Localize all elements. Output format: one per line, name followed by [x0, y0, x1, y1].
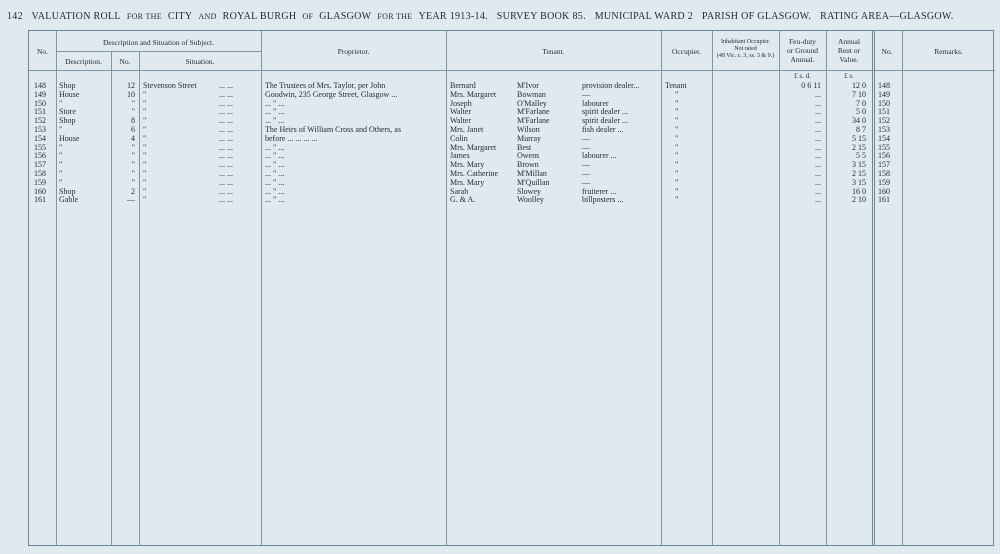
cell-no: 148 — [34, 81, 46, 90]
cell-sd: ... ... — [219, 186, 233, 196]
cell-prop: The Heirs of William Cross and Others, as — [265, 125, 401, 134]
cell-sit: " — [143, 107, 147, 117]
cell-no2: 161 — [878, 195, 890, 205]
cell-feu: ... — [815, 169, 821, 178]
table-row — [29, 187, 995, 196]
header-feu-line: Annual. — [790, 55, 815, 64]
cell-sit: " — [143, 116, 147, 126]
cell-feu: ... — [815, 125, 821, 134]
table-row — [29, 81, 995, 90]
cell-num: 12 — [127, 81, 135, 90]
cell-rent: 2 15 — [852, 169, 866, 178]
cell-tocc: labourer — [582, 98, 609, 108]
header-sub-no: No. — [119, 57, 131, 66]
page-number: 142 — [7, 11, 23, 22]
cell-num: " — [131, 151, 135, 161]
cell-no: 156 — [34, 151, 46, 161]
cell-feu: ... — [815, 116, 821, 126]
cell-sd: ... ... — [219, 177, 233, 187]
title-part: AND — [198, 12, 217, 21]
cell-sd: ... ... — [219, 142, 233, 152]
cell-no2: 155 — [878, 142, 890, 152]
cell-sit: " — [143, 177, 147, 187]
cell-no2: 154 — [878, 133, 890, 143]
table-row — [29, 116, 995, 125]
cell-sd: ... ... — [219, 133, 233, 143]
header-description-group: Description and Situation of Subject. — [102, 38, 215, 47]
cell-sd: ... ... — [219, 195, 233, 205]
cell-num: 6 — [131, 125, 135, 134]
table-row — [29, 195, 995, 204]
cell-tf: Sarah — [450, 186, 469, 196]
cell-rent: 34 0 — [852, 116, 866, 126]
cell-num: " — [131, 142, 135, 152]
cell-sit: " — [143, 98, 147, 108]
cell-num: " — [131, 98, 135, 108]
table-row — [29, 151, 995, 160]
cell-tocc: labourer ... — [582, 151, 617, 161]
cell-prop: ... " ... — [265, 98, 285, 108]
feu-units: £ s. d. — [794, 72, 811, 80]
cell-sit: " — [143, 195, 147, 205]
cell-tf: Bernard — [450, 81, 476, 90]
cell-tocc: — — [582, 177, 590, 187]
cell-desc: House — [59, 133, 80, 143]
rent-units: £ s. — [844, 72, 854, 80]
title-part: VALUATION ROLL — [31, 11, 121, 22]
cell-no2: 148 — [878, 81, 890, 90]
cell-tl: Bowman — [517, 89, 546, 99]
cell-no2: 153 — [878, 125, 890, 134]
header-inhabitant-line: (48 Vic. c. 3, ss. 3 & 9.) — [716, 53, 775, 59]
cell-tocc: spirit dealer ... — [582, 107, 628, 117]
cell-prop: ... " ... — [265, 195, 285, 205]
cell-tf: Walter — [450, 116, 472, 126]
cell-tl: Slowey — [517, 186, 541, 196]
header-rent-line: Rent or — [837, 46, 861, 55]
cell-sd: ... ... — [219, 107, 233, 117]
cell-tl: Wilson — [517, 125, 540, 134]
cell-tocc: — — [582, 133, 590, 143]
cell-desc: Store — [59, 107, 76, 117]
cell-occ: " — [675, 107, 679, 117]
cell-tocc: provision dealer... — [582, 81, 640, 90]
table-row — [29, 169, 995, 178]
table-row — [29, 99, 995, 108]
cell-sit: " — [143, 133, 147, 143]
header-feu-duty — [779, 37, 826, 64]
cell-desc: Shop — [59, 186, 76, 196]
header-tenant: Tenant. — [542, 47, 565, 56]
cell-occ: " — [675, 160, 679, 170]
cell-no2: 159 — [878, 177, 890, 187]
table-row — [29, 178, 995, 187]
cell-num: " — [131, 169, 135, 178]
cell-tocc: — — [582, 169, 590, 178]
header-remarks: Remarks. — [934, 47, 963, 56]
cell-desc: " — [59, 125, 63, 134]
title-part: GLASGOW — [319, 11, 372, 22]
cell-sd: ... ... — [219, 160, 233, 170]
cell-tf: Walter — [450, 107, 472, 117]
table-row — [29, 134, 995, 143]
cell-desc: House — [59, 89, 80, 99]
cell-prop: The Trustees of Mrs. Taylor, per John — [265, 81, 386, 90]
cell-num: 8 — [131, 116, 135, 126]
cell-sit: " — [143, 151, 147, 161]
cell-tl: M'Millan — [517, 169, 547, 178]
cell-desc: " — [59, 160, 63, 170]
cell-sd: ... ... — [219, 169, 233, 178]
cell-sd: ... ... — [219, 116, 233, 126]
cell-no: 159 — [34, 177, 46, 187]
cell-occ: " — [675, 133, 679, 143]
cell-num: — — [127, 195, 135, 205]
cell-no2: 158 — [878, 169, 890, 178]
cell-no: 157 — [34, 160, 46, 170]
cell-tl: M'Ivor — [517, 81, 539, 90]
title-part: CITY — [167, 11, 193, 22]
title-part: ROYAL BURGH — [222, 11, 297, 22]
cell-rent: 7 10 — [852, 89, 866, 99]
survey-book: SURVEY BOOK 85. — [496, 11, 586, 22]
cell-rent: 3 15 — [852, 177, 866, 187]
table-row — [29, 160, 995, 169]
cell-tf: G. & A. — [450, 195, 476, 205]
cell-occ: " — [675, 98, 679, 108]
cell-occ: " — [675, 195, 679, 205]
cell-feu: ... — [815, 195, 821, 205]
cell-no2: 157 — [878, 160, 890, 170]
cell-occ: " — [675, 186, 679, 196]
cell-desc: " — [59, 177, 63, 187]
title-part: YEAR 1913-14. — [418, 11, 488, 22]
cell-no: 154 — [34, 133, 46, 143]
cell-prop: ... " ... — [265, 177, 285, 187]
cell-desc: " — [59, 142, 63, 152]
cell-sit: " — [143, 89, 147, 99]
cell-prop: ... " ... — [265, 116, 285, 126]
cell-tl: M'Farlane — [517, 116, 550, 126]
cell-no2: 149 — [878, 89, 890, 99]
cell-tf: Mrs. Catherine — [450, 169, 498, 178]
cell-feu: ... — [815, 177, 821, 187]
cell-num: 4 — [131, 133, 135, 143]
header-no: No. — [36, 47, 49, 56]
header-situation: Situation. — [185, 57, 215, 66]
cell-occ: Tenant — [665, 81, 687, 90]
cell-tocc: — — [582, 142, 590, 152]
title-part: FOR THE — [126, 12, 162, 21]
cell-tocc: — — [582, 160, 590, 170]
valuation-table — [28, 30, 994, 546]
cell-no: 150 — [34, 98, 46, 108]
cell-tf: James — [450, 151, 470, 161]
cell-sit: " — [143, 125, 147, 134]
cell-feu: ... — [815, 186, 821, 196]
header-feu-line: or Ground — [786, 46, 819, 55]
cell-sd: ... ... — [219, 81, 233, 90]
cell-sit: " — [143, 169, 147, 178]
cell-feu: ... — [815, 160, 821, 170]
header-inhabitant-line: Not rated — [734, 46, 757, 52]
rating-area: RATING AREA—GLASGOW. — [820, 11, 954, 22]
cell-sd: ... ... — [219, 151, 233, 161]
cell-num: 2 — [131, 186, 135, 196]
cell-prop: ... " ... — [265, 151, 285, 161]
cell-feu: ... — [815, 89, 821, 99]
cell-desc: Gable — [59, 195, 79, 205]
cell-rent: 2 15 — [852, 142, 866, 152]
cell-rent: 16 0 — [852, 186, 866, 196]
cell-rent: 7 0 — [856, 98, 866, 108]
cell-tf: Mrs. Margaret — [450, 89, 497, 99]
cell-no2: 152 — [878, 116, 890, 126]
cell-tf: Joseph — [450, 98, 472, 108]
cell-tocc: — — [582, 89, 590, 99]
cell-tl: O'Malley — [517, 98, 547, 108]
cell-rent: 5 15 — [852, 133, 866, 143]
cell-no2: 150 — [878, 98, 890, 108]
parish: PARISH OF GLASGOW. — [701, 11, 812, 22]
cell-tf: Mrs. Margaret — [450, 142, 497, 152]
cell-tf: Mrs. Mary — [450, 160, 485, 170]
cell-prop: Goodwin, 235 George Street, Glasgow ... — [265, 89, 398, 99]
cell-sit: " — [143, 186, 147, 196]
cell-rent: 3 15 — [852, 160, 866, 170]
cell-rent: 5 0 — [856, 107, 866, 117]
cell-num: " — [131, 160, 135, 170]
cell-no2: 151 — [878, 107, 890, 117]
header-rent-line: Value. — [839, 55, 859, 64]
title-part: FOR THE — [377, 12, 413, 21]
cell-feu: 0 6 11 — [801, 81, 821, 90]
cell-prop: ... " ... — [265, 160, 285, 170]
cell-no: 158 — [34, 169, 46, 178]
cell-num: " — [131, 177, 135, 187]
cell-feu: ... — [815, 142, 821, 152]
cell-rent: 5 5 — [856, 151, 866, 161]
header-rule — [56, 51, 261, 52]
cell-feu: ... — [815, 133, 821, 143]
cell-prop: ... " ... — [265, 107, 285, 117]
cell-num: " — [131, 107, 135, 117]
cell-no2: 160 — [878, 186, 890, 196]
table-row — [29, 90, 995, 99]
table-row — [29, 125, 995, 134]
header-description: Description. — [65, 57, 102, 66]
header-occupier: Occupier. — [672, 47, 701, 56]
cell-sd: ... ... — [219, 98, 233, 108]
cell-no: 153 — [34, 125, 46, 134]
cell-feu: ... — [815, 98, 821, 108]
cell-occ: " — [675, 177, 679, 187]
cell-feu: ... — [815, 107, 821, 117]
municipal-ward: MUNICIPAL WARD 2 — [594, 11, 694, 22]
cell-tocc: billposters ... — [582, 195, 624, 205]
cell-tocc: fish dealer ... — [582, 125, 624, 134]
cell-tl: Woolley — [517, 195, 544, 205]
cell-tl: M'Quillan — [517, 177, 550, 187]
cell-desc: " — [59, 151, 63, 161]
table-row — [29, 107, 995, 116]
cell-occ: " — [675, 89, 679, 99]
cell-num: 10 — [127, 89, 135, 99]
cell-sit: " — [143, 160, 147, 170]
title-part: OF — [302, 12, 314, 21]
cell-desc: " — [59, 169, 63, 178]
cell-tocc: fruiterer ... — [582, 186, 617, 196]
page-header — [7, 11, 960, 22]
cell-desc: Shop — [59, 81, 76, 90]
cell-occ: " — [675, 142, 679, 152]
header-no-2: No. — [881, 47, 893, 56]
header-feu-line: Feu-duty — [788, 37, 817, 46]
cell-desc: Shop — [59, 116, 76, 126]
cell-no: 155 — [34, 142, 46, 152]
cell-prop: before ... ... ... ... — [265, 133, 318, 143]
cell-tocc: spirit dealer ... — [582, 116, 628, 126]
header-annual-rent — [826, 37, 872, 64]
header-inhabitant — [712, 39, 779, 60]
cell-sit: " — [143, 142, 147, 152]
cell-occ: " — [675, 125, 679, 134]
cell-occ: " — [675, 169, 679, 178]
cell-occ: " — [675, 116, 679, 126]
cell-no: 152 — [34, 116, 46, 126]
cell-no: 149 — [34, 89, 46, 99]
cell-tl: M'Farlane — [517, 107, 550, 117]
cell-sit: Stevenson Street — [143, 81, 197, 90]
cell-tl: Brown — [517, 160, 539, 170]
cell-sd: ... ... — [219, 125, 233, 134]
cell-prop: ... " ... — [265, 186, 285, 196]
cell-feu: ... — [815, 151, 821, 161]
cell-tf: Colin — [450, 133, 468, 143]
cell-tl: Best — [517, 142, 532, 152]
cell-no: 151 — [34, 107, 46, 117]
header-proprietor: Proprietor. — [337, 47, 370, 56]
cell-rent: 12 0 — [852, 81, 866, 90]
table-row — [29, 143, 995, 152]
cell-rent: 2 10 — [852, 195, 866, 205]
cell-tf: Mrs. Mary — [450, 177, 485, 187]
cell-no2: 156 — [878, 151, 890, 161]
cell-sd: ... ... — [219, 89, 233, 99]
cell-prop: ... " ... — [265, 142, 285, 152]
header-rule — [29, 70, 995, 71]
cell-no: 160 — [34, 186, 46, 196]
cell-desc: " — [59, 98, 63, 108]
cell-prop: ... " ... — [265, 169, 285, 178]
cell-no: 161 — [34, 195, 46, 205]
cell-rent: 8 7 — [856, 125, 866, 134]
header-inhabitant-line: Inhabitant Occupier. — [721, 39, 770, 45]
header-rent-line: Annual — [837, 37, 861, 46]
cell-tf: Mrs. Janet — [450, 125, 484, 134]
cell-tl: Murray — [517, 133, 541, 143]
cell-tl: Owens — [517, 151, 540, 161]
cell-occ: " — [675, 151, 679, 161]
